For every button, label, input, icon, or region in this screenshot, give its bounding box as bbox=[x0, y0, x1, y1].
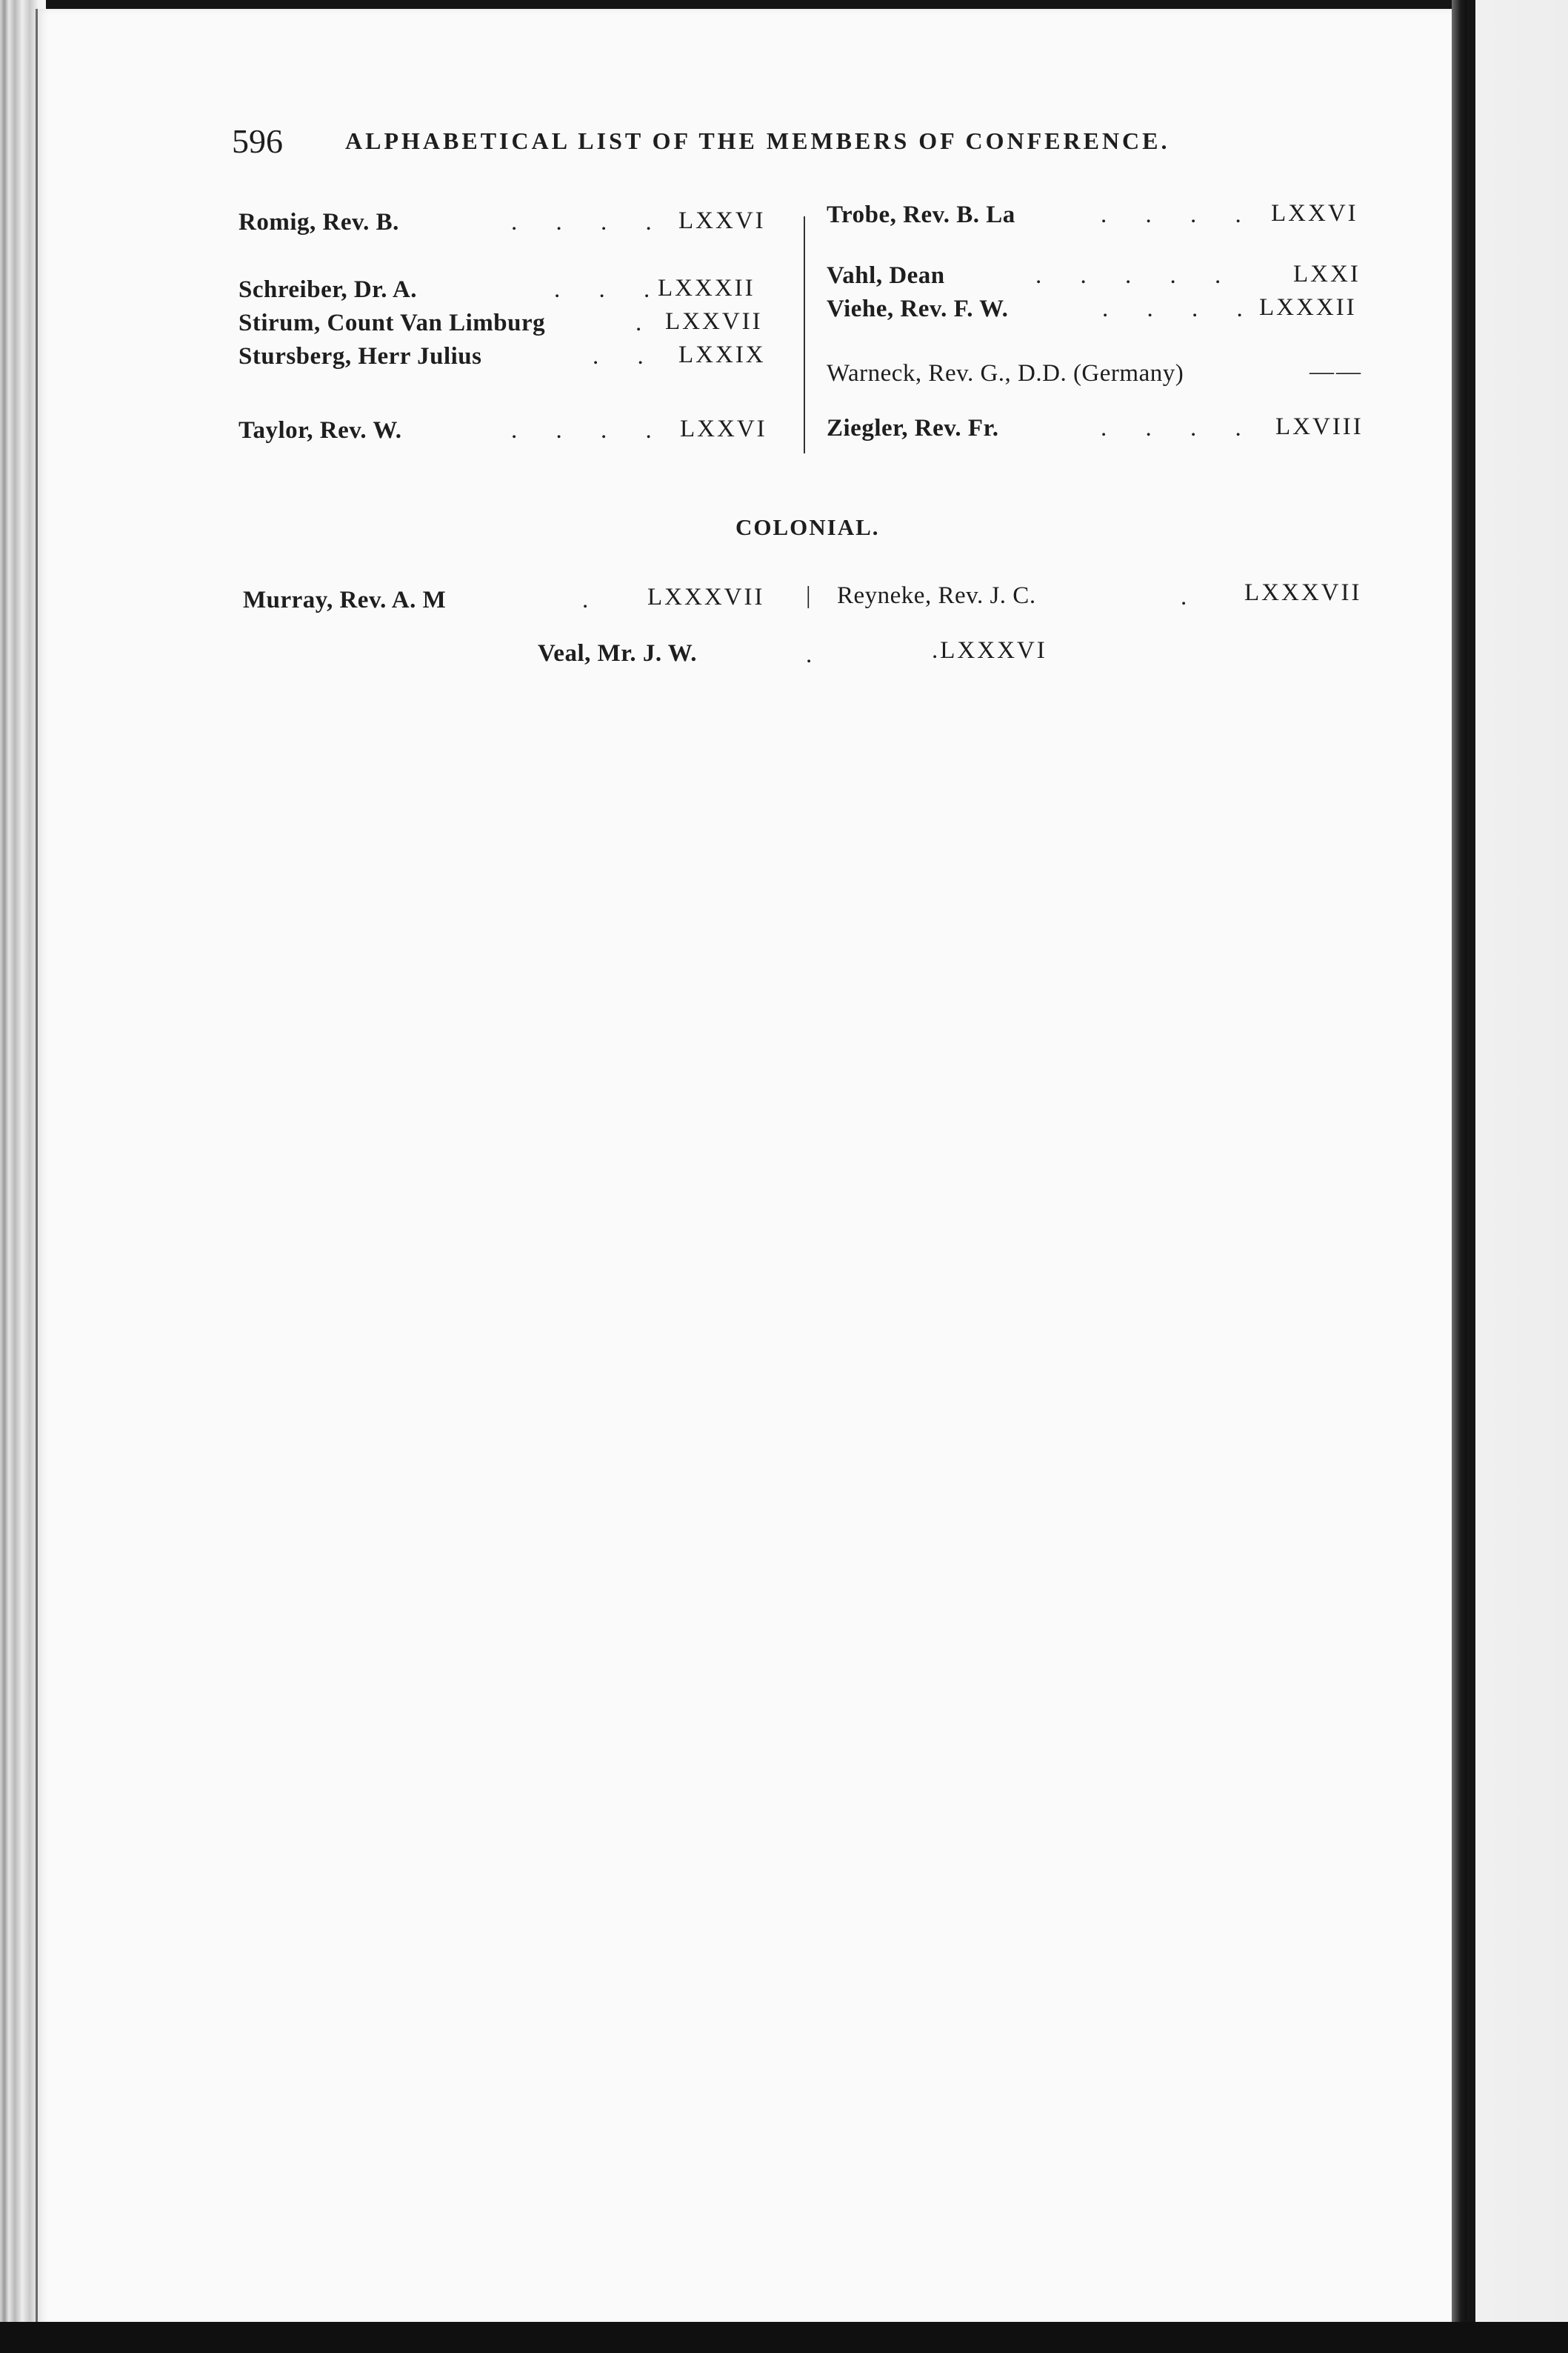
leader-dots: . . . . bbox=[1101, 415, 1241, 442]
entry-name: Warneck, Rev. G., D.D. (Germany) bbox=[827, 360, 1184, 387]
entry-name: Reyneke, Rev. J. C. bbox=[837, 582, 1036, 609]
entry-reference: LXXXVII bbox=[1244, 579, 1362, 606]
entry-name: Romig, Rev. B. bbox=[238, 209, 399, 236]
entry-reference: LXXXII bbox=[658, 275, 755, 302]
leader-dots: . . . . bbox=[1101, 202, 1241, 228]
entry-name: Viehe, Rev. F. W. bbox=[827, 296, 1009, 322]
leader-dots: . bbox=[635, 310, 642, 336]
entry-reference: LXVIII bbox=[1275, 413, 1364, 440]
leader-dots: . bbox=[806, 642, 813, 668]
scan-bottom-edge bbox=[0, 2322, 1568, 2353]
facing-page-edge bbox=[1475, 0, 1568, 2334]
leader-dots: . . . . bbox=[511, 417, 652, 444]
running-head: ALPHABETICAL LIST OF THE MEMBERS OF CONFERENCE. bbox=[345, 127, 1170, 154]
leader-dots: . bbox=[582, 587, 589, 613]
entry-name: Taylor, Rev. W. bbox=[238, 417, 402, 444]
entry-reference: LXXI bbox=[1293, 261, 1361, 287]
entry-name: Stursberg, Herr Julius bbox=[238, 343, 482, 370]
entry-reference: LXXVI bbox=[678, 207, 766, 234]
entry-reference: LXXIX bbox=[678, 342, 766, 368]
leader-dots: . . . . bbox=[1102, 296, 1243, 322]
entry-reference: .LXXXVI bbox=[932, 637, 1047, 664]
entry-reference: LXXVI bbox=[1271, 200, 1358, 227]
leader-dots: . bbox=[1181, 584, 1187, 610]
entry-reference: LXXXVII bbox=[647, 584, 765, 610]
leader-dots: . . . bbox=[554, 276, 650, 303]
entry-name: Schreiber, Dr. A. bbox=[238, 276, 418, 303]
entry-name: Stirum, Count Van Limburg bbox=[238, 310, 546, 336]
entry-reference: LXXVI bbox=[680, 416, 767, 442]
section-heading: COLONIAL. bbox=[735, 514, 880, 540]
entry-name: Murray, Rev. A. M bbox=[243, 587, 447, 613]
leader-dots: . . . . bbox=[511, 209, 652, 236]
entry-reference: —— bbox=[1310, 359, 1363, 385]
page-gutter-shadow bbox=[1452, 0, 1467, 2353]
entry-name: Ziegler, Rev. Fr. bbox=[827, 415, 999, 442]
page-number: 596 bbox=[232, 122, 283, 160]
entry-name: Trobe, Rev. B. La bbox=[827, 202, 1015, 228]
entry-name: Veal, Mr. J. W. bbox=[538, 640, 698, 667]
entry-reference: LXXXII bbox=[1259, 294, 1357, 321]
entry-name: Vahl, Dean bbox=[827, 262, 945, 289]
column-separator: | bbox=[806, 582, 813, 609]
leader-dots: . . . . . bbox=[1035, 262, 1221, 289]
column-divider bbox=[804, 216, 805, 453]
leader-dots: . . bbox=[593, 343, 644, 370]
entry-reference: LXXVII bbox=[665, 308, 763, 335]
